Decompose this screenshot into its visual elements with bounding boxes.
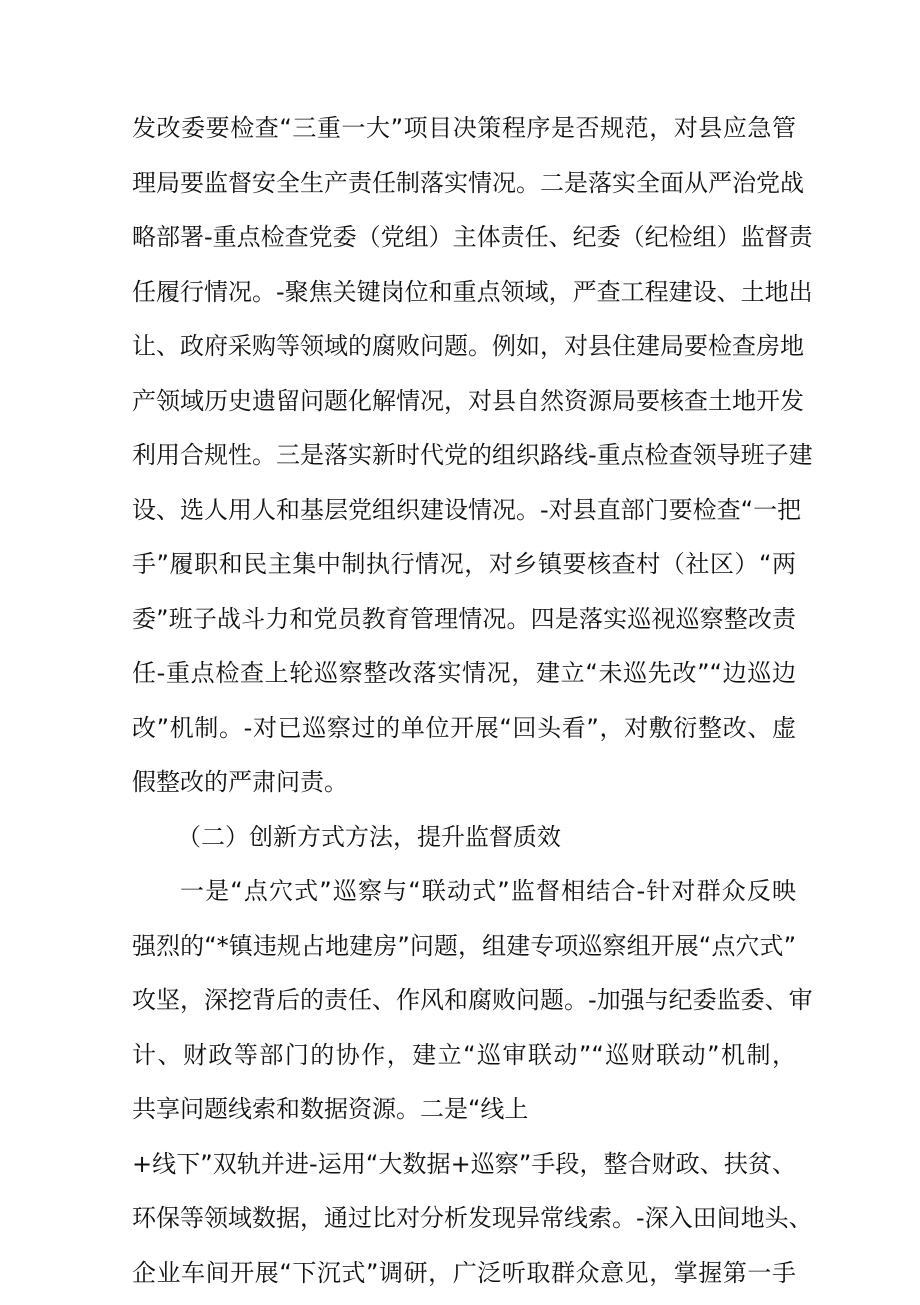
text-line: +线下”双轨并进-运用“大数据+巡察”手段，整合财政、扶贫、 [132,1142,796,1197]
text-line: 发改委要检查“三重一大”项目决策程序是否规范，对县应急管 [132,106,796,161]
text-line: 手”履职和民主集中制执行情况，对乡镇要核查村（社区）“两 [132,542,796,597]
document-body [132,106,796,1305]
text-line: 企业车间开展“下沉式”调研，广泛听取群众意见，掌握第一手 [132,1251,796,1305]
text-line: 产领域历史遗留问题化解情况，对县自然资源局要核查土地开发 [132,379,796,434]
text-line: 委”班子战斗力和党员教育管理情况。四是落实巡视巡察整改责 [132,597,796,652]
section-heading: （二）创新方式方法，提升监督质效 [132,815,796,870]
text-line: 略部署-重点检查党委（党组）主体责任、纪委（纪检组）监督责 [132,215,796,270]
text-line: 任-重点检查上轮巡察整改落实情况，建立“未巡先改”“边巡边 [132,651,796,706]
text-line: 设、选人用人和基层党组织建设情况。-对县直部门要检查“一把 [132,488,796,543]
text-line: 改”机制。-对已巡察过的单位开展“回头看”，对敷衍整改、虚 [132,706,796,761]
paragraph-first-line: 一是“点穴式”巡察与“联动式”监督相结合-针对群众反映 [132,869,796,924]
text-line: 攻坚，深挖背后的责任、作风和腐败问题。-加强与纪委监委、审 [132,978,796,1033]
paragraph-end-line: 假整改的严肃问责。 [132,760,796,815]
text-line: 理局要监督安全生产责任制落实情况。二是落实全面从严治党战 [132,161,796,216]
text-line: 强烈的“*镇违规占地建房”问题，组建专项巡察组开展“点穴式” [132,924,796,979]
text-line: 计、财政等部门的协作，建立“巡审联动”“巡财联动”机制， [132,1033,796,1088]
text-line: 利用合规性。三是落实新时代党的组织路线-重点检查领导班子建 [132,433,796,488]
text-line: 让、政府采购等领域的腐败问题。例如，对县住建局要检查房地 [132,324,796,379]
text-line: 环保等领域数据，通过比对分析发现异常线索。-深入田间地头、 [132,1196,796,1251]
text-line: 任履行情况。-聚焦关键岗位和重点领域，严查工程建设、土地出 [132,270,796,325]
text-line: 共享问题线索和数据资源。二是“线上 [132,1087,796,1142]
